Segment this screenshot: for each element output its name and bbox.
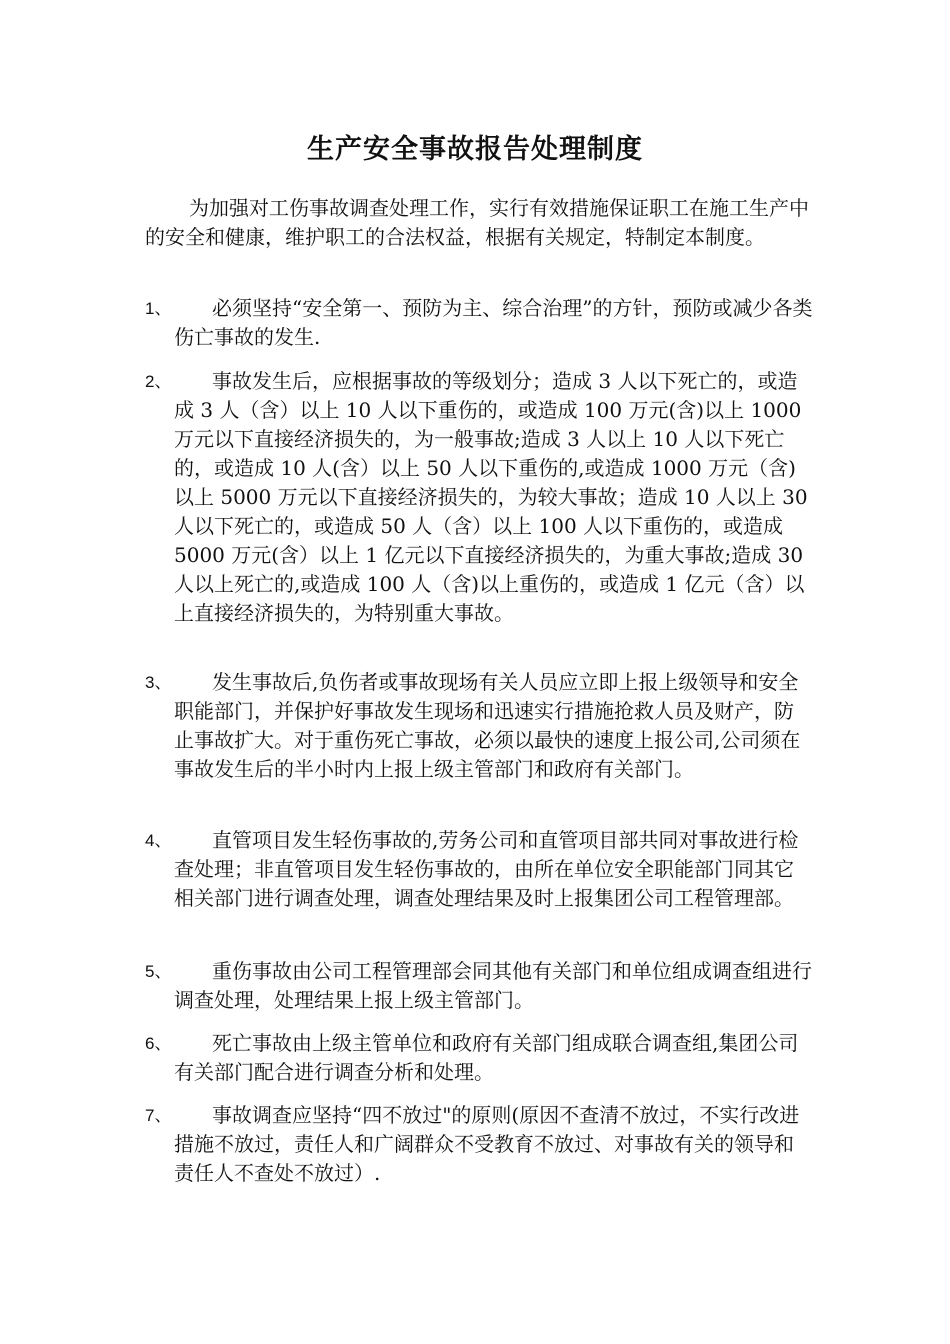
- item-text: 死亡事故由上级主管单位和政府有关部门组成联合调查组,集团公司有关部门配合进行调查分析和处理。: [174, 1031, 799, 1084]
- item-number: 2、: [145, 372, 172, 391]
- list-item: [145, 367, 813, 628]
- item-number: 3、: [145, 673, 172, 692]
- document-title: 生产安全事故报告处理制度: [307, 134, 643, 165]
- intro-paragraph: 为加强对工伤事故调查处理工作，实行有效措施保证职工在施工生产中的安全和健康，维护职工的合法权益，根据有关规定，特制定本制度。: [145, 196, 809, 249]
- list-item: [145, 1029, 813, 1087]
- item-number: 6、: [145, 1034, 172, 1053]
- item-text: 事故发生后，应根据事故的等级划分；造成 3 人以下死亡的，或造成 3 人（含）以上 10 人以下重伤的，或造成 100 万元(含)以上 1000 万元以下直接经济损失的，为一般事故;造成 3 人以上 10 人以下死亡的，或造成 10 人(含）以上 50 人以下重伤的,或造成 1000 万元（含)以上 5000 万元以下直接经济损失的，为较大事故；造成 10 人以上 30 人以下死亡的，或造成 50 人（含）以上 100 人以下重伤的，或造成 5000 万元(含）以上 1 亿元以下直接经济损失的，为重大事故;造成 30 人以上死亡的,或造成 100 人（含)以上重伤的，或造成 1 亿元（含）以上直接经济损失的，为特别重大事故。: [174, 369, 808, 625]
- item-number: 5、: [145, 962, 172, 981]
- list-item: [145, 1101, 813, 1188]
- list-item: [145, 826, 813, 913]
- item-text: 发生事故后,负伤者或事故现场有关人员应立即上报上级领导和安全职能部门，并保护好事故发生现场和迅速实行措施抢救人员及财产，防止事故扩大。对于重伤死亡事故，必须以最快的速度上报公司,公司须在事故发生后的半小时内上报上级主管部门和政府有关部门。: [174, 670, 801, 781]
- list-item: [145, 294, 813, 352]
- item-text: 事故调查应坚持“四不放过"的原则(原因不查清不放过，不实行改进措施不放过，责任人和广阔群众不受教育不放过、对事故有关的领导和责任人不查处不放过）.: [174, 1103, 800, 1185]
- list-item: [145, 668, 813, 784]
- list-item: [145, 957, 813, 1015]
- item-number: 4、: [145, 831, 172, 850]
- item-text: 必须坚持“安全第一、预防为主、综合治理”的方针，预防或减少各类伤亡事故的发生.: [174, 296, 813, 349]
- item-text: 重伤事故由公司工程管理部会同其他有关部门和单位组成调查组进行调查处理，处理结果上报上级主管部门。: [174, 959, 812, 1012]
- item-text: 直管项目发生轻伤事故的,劳务公司和直管项目部共同对事故进行检查处理；非直管项目发生轻伤事故的，由所在单位安全职能部门同其它相关部门进行调查处理，调查处理结果及时上报集团公司工程管理部。: [174, 828, 799, 910]
- item-number: 7、: [145, 1106, 172, 1125]
- item-number: 1、: [145, 299, 172, 318]
